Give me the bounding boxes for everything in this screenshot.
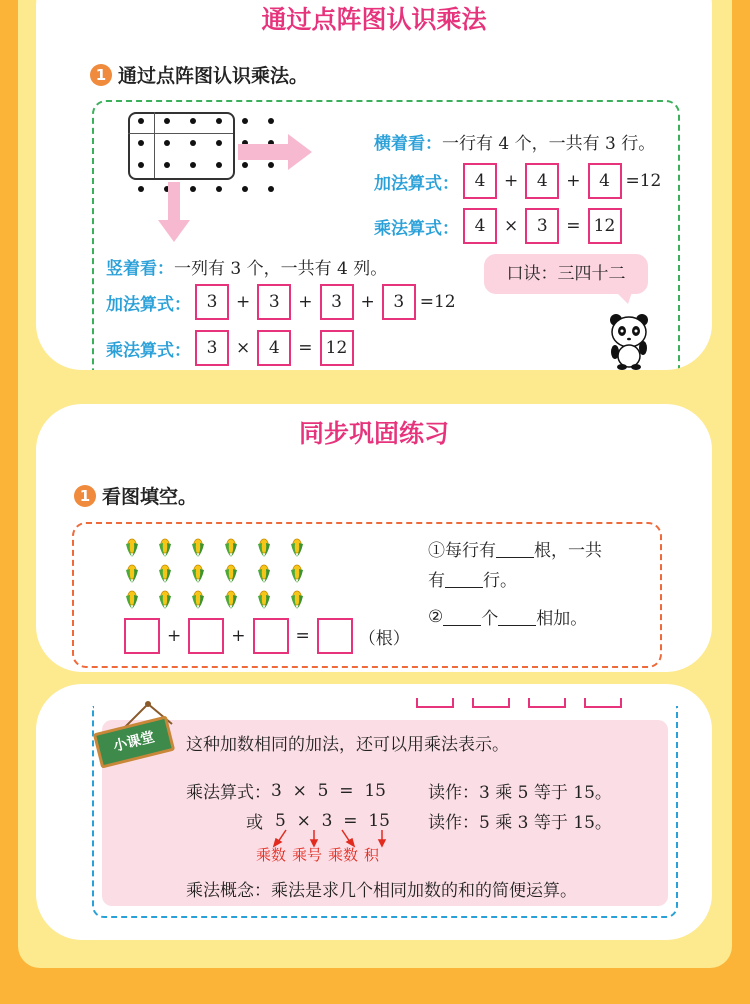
lesson-card: [36, 684, 712, 940]
dot: [164, 118, 170, 124]
horizontal-label: 横着看：: [374, 134, 442, 154]
answer-box[interactable]: [124, 618, 160, 654]
dot: [138, 186, 144, 192]
add-label: 加法算式：: [374, 173, 459, 194]
q1-text-d: 行。: [483, 571, 517, 591]
section-card-2: [36, 404, 712, 672]
corn-icon: [124, 538, 140, 558]
q2-text-c: 相加。: [536, 609, 588, 629]
add-result: =12: [419, 292, 456, 312]
dot: [138, 140, 144, 146]
equals-sign: =: [298, 338, 313, 358]
answer-box: 3: [257, 284, 291, 320]
grid-line: [154, 112, 155, 178]
plus-sign: +: [231, 626, 246, 646]
horizontal-desc: 一行有 4 个，一共有 3 行。: [442, 134, 656, 154]
question-heading: [90, 61, 308, 88]
corn-icon: [124, 564, 140, 584]
answer-box: 3: [320, 284, 354, 320]
read1-text: 读作：3 乘 5 等于 15。: [428, 783, 612, 803]
answer-box: 12: [588, 208, 622, 244]
corn-icon: [256, 590, 272, 610]
dot: [190, 162, 196, 168]
bubble-tail: [616, 292, 634, 306]
q1-text-b: 根，一共: [534, 541, 602, 561]
corn-array: [124, 538, 314, 610]
dot: [242, 186, 248, 192]
q1-text-a: ①每行有: [428, 541, 496, 561]
vertical-add-row: [106, 284, 456, 320]
term-product: 积: [364, 846, 380, 864]
corn-icon: [223, 564, 239, 584]
vertical-desc-row: [106, 254, 387, 279]
horizontal-mul-row: [374, 208, 626, 244]
term-labels: [256, 844, 379, 865]
corn-icon: [190, 538, 206, 558]
answer-blank[interactable]: [496, 539, 534, 558]
answer-box: 3: [382, 284, 416, 320]
dot: [138, 162, 144, 168]
plus-sign: +: [167, 626, 182, 646]
answer-box: 3: [195, 330, 229, 366]
section-title: 同步巩固练习: [298, 419, 449, 448]
dot: [216, 162, 222, 168]
plus-sign: +: [566, 171, 581, 191]
corn-icon: [223, 538, 239, 558]
fill-question-2: [428, 604, 587, 629]
corn-icon: [190, 590, 206, 610]
dot: [190, 140, 196, 146]
lesson-intro-text: 这种加数相同的加法，还可以用乘法表示。: [186, 735, 509, 755]
reading-2: [428, 808, 612, 833]
vertical-desc: 一列有 3 个，一共有 4 列。: [174, 259, 388, 279]
section-title: 通过点阵图认识乘法: [261, 5, 487, 34]
answer-box[interactable]: [253, 618, 289, 654]
dot: [164, 162, 170, 168]
times-sign: ×: [504, 216, 519, 236]
eq1-text: 3 × 5 = 15: [271, 780, 386, 801]
term-times-sign: 乘号: [292, 846, 323, 864]
corn-icon: [157, 564, 173, 584]
dot: [268, 118, 274, 124]
plus-sign: +: [236, 292, 251, 312]
fill-question-1-cont: [428, 566, 517, 591]
answer-box: 4: [463, 163, 497, 199]
addition-blanks-row: [120, 618, 410, 654]
eq2-label: 或: [246, 813, 263, 833]
dot: [216, 118, 222, 124]
answer-box: 4: [588, 163, 622, 199]
answer-box: 4: [463, 208, 497, 244]
answer-box: 3: [525, 208, 559, 244]
eq2-text: 5 × 3 = 15: [275, 810, 390, 831]
answer-blank[interactable]: [498, 607, 536, 626]
q1-text-c: 有: [428, 571, 445, 591]
concept-text: 乘法概念：乘法是求几个相同加数的和的简便运算。: [186, 881, 577, 901]
dot-array: [126, 110, 326, 230]
fill-question-1: [428, 536, 602, 561]
concept-row: [186, 876, 577, 901]
corn-icon: [223, 590, 239, 610]
answer-blank[interactable]: [443, 607, 481, 626]
dot: [216, 186, 222, 192]
answer-box: 4: [525, 163, 559, 199]
answer-box[interactable]: [317, 618, 353, 654]
corn-icon: [157, 538, 173, 558]
panda-icon: [606, 312, 652, 370]
section-card-1: [36, 0, 712, 370]
dot: [164, 140, 170, 146]
vertical-mul-row: [106, 330, 358, 366]
eq1-label: 乘法算式：: [186, 783, 271, 803]
q2-text-b: 个: [481, 609, 499, 629]
vertical-label: 竖着看：: [106, 259, 174, 279]
horizontal-add-row: [374, 163, 661, 199]
term-factor-2: 乘数: [328, 846, 359, 864]
q2-text-a: ②: [428, 606, 444, 627]
corn-icon: [124, 590, 140, 610]
dot: [138, 118, 144, 124]
mnemonic-text: 口诀：三四十二: [506, 264, 626, 284]
plus-sign: +: [360, 292, 375, 312]
answer-blank[interactable]: [445, 569, 483, 588]
plus-sign: +: [298, 292, 313, 312]
corn-icon: [157, 590, 173, 610]
answer-box: 4: [257, 330, 291, 366]
equals-sign: =: [566, 216, 581, 236]
badge-text: 小课堂: [111, 729, 157, 755]
lesson-intro: [186, 730, 509, 755]
equation-row-1: [186, 778, 386, 803]
mnemonic-bubble: [484, 254, 648, 294]
mul-label: 乘法算式：: [374, 218, 459, 239]
read2-text: 读作：5 乘 3 等于 15。: [428, 813, 612, 833]
term-factor-1: 乘数: [256, 846, 287, 864]
question-heading: [74, 482, 197, 509]
equals-sign: =: [295, 626, 310, 646]
answer-box: 12: [320, 330, 354, 366]
unit-label: （根）: [358, 628, 410, 649]
times-sign: ×: [236, 338, 251, 358]
answer-box: 3: [195, 284, 229, 320]
add-result: =12: [625, 171, 662, 191]
mul-label: 乘法算式：: [106, 340, 191, 361]
question-number: 1: [90, 64, 112, 86]
corn-icon: [256, 564, 272, 584]
corn-icon: [289, 564, 305, 584]
dot: [190, 118, 196, 124]
down-arrow-icon: [156, 182, 192, 244]
right-arrow-icon: [238, 132, 314, 172]
plus-sign: +: [504, 171, 519, 191]
horizontal-desc-row: [374, 129, 655, 154]
answer-box[interactable]: [188, 618, 224, 654]
question-text: 看图填空。: [102, 486, 198, 508]
question-number: 1: [74, 485, 96, 507]
corn-icon: [190, 564, 206, 584]
corn-icon: [256, 538, 272, 558]
reading-1: [428, 778, 612, 803]
dot: [242, 118, 248, 124]
grid-line: [128, 133, 233, 134]
corn-icon: [289, 538, 305, 558]
add-label: 加法算式：: [106, 294, 191, 315]
corn-icon: [289, 590, 305, 610]
dot: [268, 186, 274, 192]
question-text: 通过点阵图认识乘法。: [118, 65, 309, 87]
dot: [216, 140, 222, 146]
